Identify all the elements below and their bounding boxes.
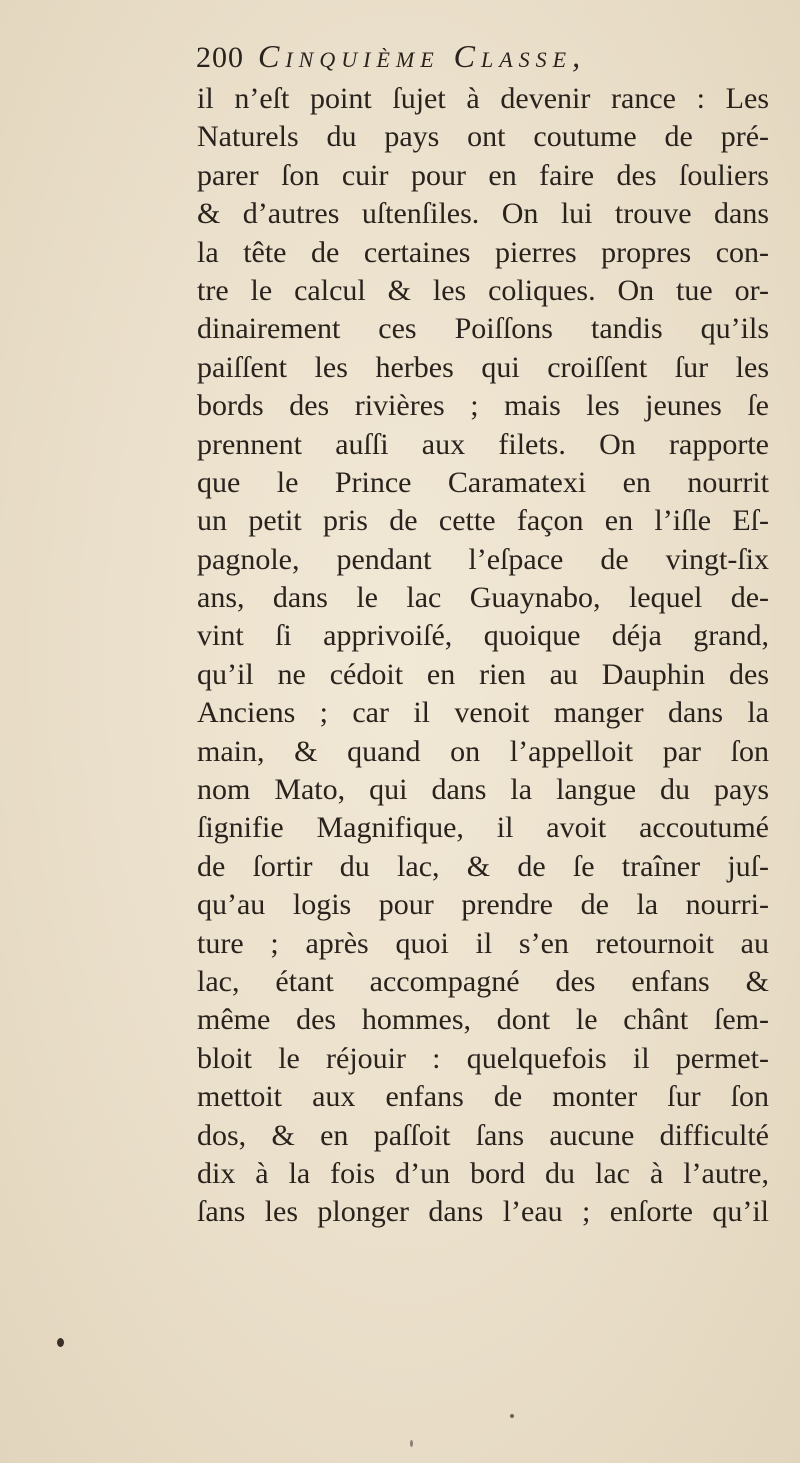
text-line: même des hommes, dont le chânt ſem-: [197, 1003, 769, 1037]
text-line: parer ſon cuir pour en faire des ſouliers: [197, 158, 769, 192]
text-line: qu’il ne cédoit en rien au Dauphin des: [197, 657, 769, 691]
text-line: prennent auſſi aux filets. On rapporte: [197, 427, 769, 461]
text-line: il n’eſt point ſujet à devenir rance : Les: [197, 82, 769, 115]
text-line: dix à la fois d’un bord du lac à l’autre,: [197, 1156, 769, 1190]
text-line: ans, dans le lac Guaynabo, lequel de-: [197, 581, 769, 615]
ink-speck: [410, 1440, 413, 1447]
text-line: de ſortir du lac, & de ſe traîner juſ-: [197, 849, 769, 883]
text-line: mettoit aux enfans de monter ſur ſon: [197, 1080, 769, 1114]
text-line: dos, & en paſſoit ſans aucune difficulté: [197, 1118, 769, 1152]
page-number: 200: [196, 41, 244, 74]
ink-speck: [57, 1338, 64, 1347]
text-line: & d’autres uſtenſiles. On lui trouve dans: [197, 197, 769, 231]
running-title: Cinquième Classe,: [258, 38, 587, 74]
text-line: un petit pris de cette façon en l’iſle Eſ-: [197, 504, 769, 538]
text-line: nom Mato, qui dans la langue du pays: [197, 773, 769, 807]
text-line: pagnole, pendant l’eſpace de vingt-ſix: [197, 542, 769, 576]
text-line: Anciens ; car il venoit manger dans la: [197, 696, 769, 730]
body-text: [197, 80, 769, 1229]
text-line: bords des rivières ; mais les jeunes ſe: [197, 389, 769, 423]
text-line: dinairement ces Poiſſons tandis qu’ils: [197, 312, 769, 346]
text-line: ture ; après quoi il s’en retournoit au: [197, 926, 769, 960]
ink-speck: [510, 1414, 514, 1418]
text-line: bloit le réjouir : quelquefois il permet-: [197, 1041, 769, 1075]
text-line: tre le calcul & les coliques. On tue or-: [197, 273, 769, 307]
text-line: lac, étant accompagné des enfans &: [197, 964, 769, 998]
text-line: ſignifie Magnifique, il avoit accoutumé: [197, 811, 769, 845]
text-line: que le Prince Caramatexi en nourrit: [197, 465, 769, 499]
text-line: main, & quand on l’appelloit par ſon: [197, 734, 769, 768]
text-line: la tête de certaines pierres propres con-: [197, 235, 769, 269]
text-line: ſans les plonger dans l’eau ; enſorte qu’il: [197, 1195, 769, 1229]
text-line: paiſſent les herbes qui croiſſent ſur les: [197, 350, 769, 384]
text-line: Naturels du pays ont coutume de pré-: [197, 120, 769, 154]
text-line: qu’au logis pour prendre de la nourri-: [197, 888, 769, 922]
text-line: vint ſi apprivoiſé, quoique déja grand,: [197, 619, 769, 653]
